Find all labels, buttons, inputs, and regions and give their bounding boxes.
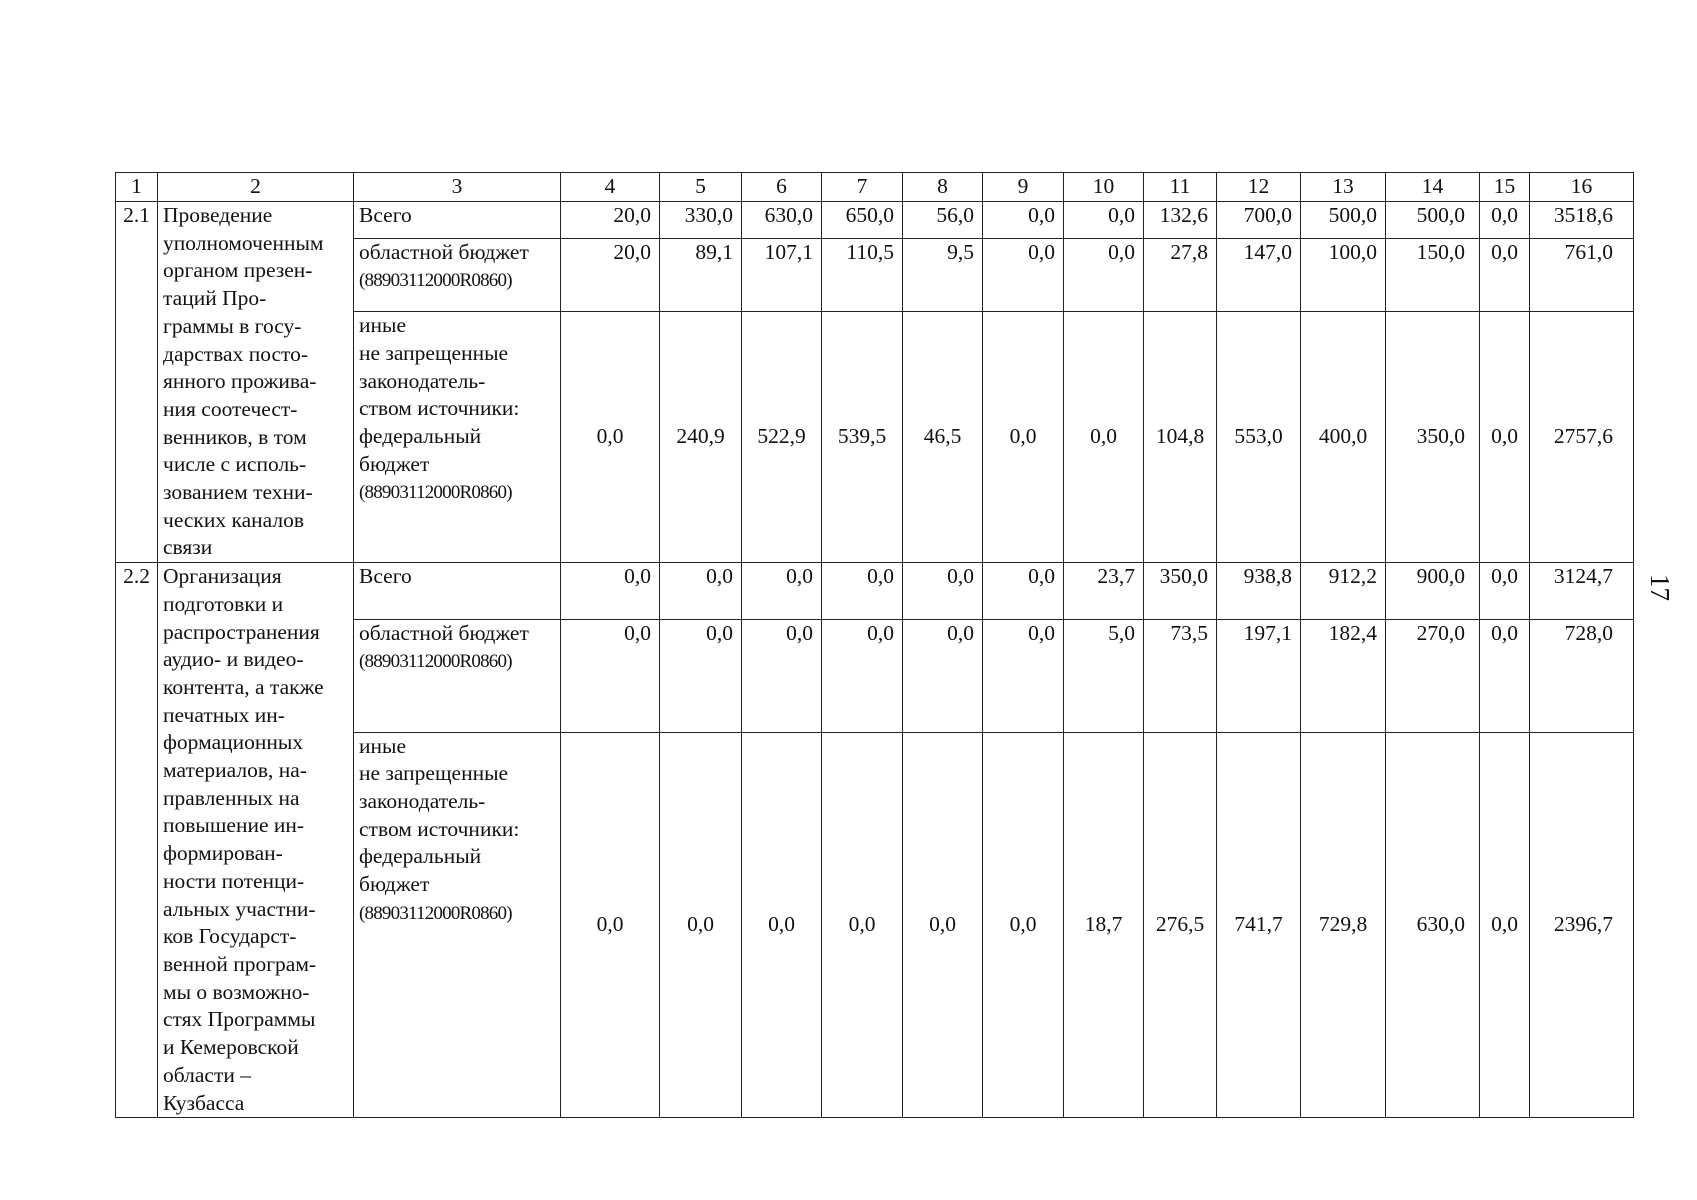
value-cell: 400,0	[1301, 312, 1386, 563]
value-cell: 0,0	[822, 563, 903, 619]
budget-code: (88903112000R0860)	[359, 270, 512, 292]
value-cell: 89,1	[660, 238, 742, 312]
value-cell: 729,8	[1301, 732, 1386, 1118]
header-cell: 4	[561, 173, 660, 202]
value-cell: 0,0	[983, 238, 1064, 312]
value-cell: 9,5	[903, 238, 983, 312]
value-cell: 0,0	[660, 732, 742, 1118]
header-cell: 5	[660, 173, 742, 202]
value-cell: 240,9	[660, 312, 742, 563]
value-cell: 3124,7	[1530, 563, 1634, 619]
value-cell: 900,0	[1386, 563, 1480, 619]
value-cell: 0,0	[1064, 312, 1144, 563]
value-cell: 0,0	[561, 732, 660, 1118]
header-cell: 9	[983, 173, 1064, 202]
value-cell: 2396,7	[1530, 732, 1634, 1118]
row-2-2-total	[116, 563, 1634, 619]
value-cell: 500,0	[1386, 202, 1480, 239]
value-cell: 197,1	[1217, 619, 1301, 732]
value-cell: 0,0	[822, 619, 903, 732]
budget-table	[115, 172, 1634, 1118]
value-cell: 0,0	[983, 619, 1064, 732]
value-cell: 0,0	[1480, 202, 1530, 239]
value-cell: 110,5	[822, 238, 903, 312]
value-cell: 0,0	[1480, 563, 1530, 619]
header-cell: 7	[822, 173, 903, 202]
value-cell: 0,0	[1480, 312, 1530, 563]
value-cell: 270,0	[1386, 619, 1480, 732]
header-cell: 2	[158, 173, 354, 202]
value-cell: 0,0	[1480, 619, 1530, 732]
value-cell: 350,0	[1144, 563, 1217, 619]
value-cell: 0,0	[903, 563, 983, 619]
value-cell: 0,0	[561, 312, 660, 563]
value-cell: 0,0	[742, 619, 822, 732]
value-cell: 630,0	[1386, 732, 1480, 1118]
source-label: областной бюджет	[359, 620, 529, 645]
value-cell: 350,0	[1386, 312, 1480, 563]
value-cell: 330,0	[660, 202, 742, 239]
item-name: Организация подготовки и распространения аудио- и видео- контента, а также печатных ин- формационных материалов, на- правленных на повышение ин- формирован- ности потенци- альных участни- ков Государст- венной програм- мы о возможно- стях Программы и Кемеровской области – Кузбасса	[158, 563, 354, 1118]
value-cell: 539,5	[822, 312, 903, 563]
value-cell: 0,0	[903, 619, 983, 732]
value-cell: 0,0	[822, 732, 903, 1118]
row-2-1-total	[116, 202, 1634, 239]
value-cell: 3518,6	[1530, 202, 1634, 239]
value-cell: 104,8	[1144, 312, 1217, 563]
value-cell: 912,2	[1301, 563, 1386, 619]
source-regional	[354, 238, 561, 312]
value-cell: 147,0	[1217, 238, 1301, 312]
value-cell: 741,7	[1217, 732, 1301, 1118]
value-cell: 938,8	[1217, 563, 1301, 619]
source-regional	[354, 619, 561, 732]
value-cell: 700,0	[1217, 202, 1301, 239]
header-cell: 14	[1386, 173, 1480, 202]
header-cell: 16	[1530, 173, 1634, 202]
value-cell: 0,0	[660, 563, 742, 619]
value-cell: 0,0	[1480, 238, 1530, 312]
budget-code: (88903112000R0860)	[359, 482, 512, 504]
header-cell: 3	[354, 173, 561, 202]
source-label: областной бюджет	[359, 239, 529, 264]
value-cell: 20,0	[561, 202, 660, 239]
value-cell: 650,0	[822, 202, 903, 239]
value-cell: 182,4	[1301, 619, 1386, 732]
value-cell: 522,9	[742, 312, 822, 563]
value-cell: 0,0	[1064, 238, 1144, 312]
value-cell: 23,7	[1064, 563, 1144, 619]
value-cell: 0,0	[983, 563, 1064, 619]
value-cell: 0,0	[742, 732, 822, 1118]
value-cell: 46,5	[903, 312, 983, 563]
value-cell: 0,0	[983, 732, 1064, 1118]
value-cell: 20,0	[561, 238, 660, 312]
value-cell: 630,0	[742, 202, 822, 239]
value-cell: 2757,6	[1530, 312, 1634, 563]
value-cell: 150,0	[1386, 238, 1480, 312]
source-label: иные не запрещенные законодатель- ством источники: федеральный бюджет	[359, 313, 520, 476]
header-cell: 10	[1064, 173, 1144, 202]
header-cell: 11	[1144, 173, 1217, 202]
value-cell: 100,0	[1301, 238, 1386, 312]
item-name: Проведение уполномоченным органом презен- таций Про- граммы в госу- дарствах посто- янного прожива- ния соотечест- венников, в том числе с исполь- зованием техни- ческих каналов связи	[158, 202, 354, 563]
header-cell: 12	[1217, 173, 1301, 202]
value-cell: 18,7	[1064, 732, 1144, 1118]
value-cell: 0,0	[983, 312, 1064, 563]
value-cell: 728,0	[1530, 619, 1634, 732]
header-cell: 15	[1480, 173, 1530, 202]
value-cell: 27,8	[1144, 238, 1217, 312]
value-cell: 0,0	[1064, 202, 1144, 239]
source-total: Всего	[354, 563, 561, 619]
header-cell: 1	[116, 173, 158, 202]
source-other	[354, 312, 561, 563]
value-cell: 0,0	[903, 732, 983, 1118]
source-other	[354, 732, 561, 1118]
budget-code: (88903112000R0860)	[359, 651, 512, 673]
value-cell: 0,0	[742, 563, 822, 619]
value-cell: 761,0	[1530, 238, 1634, 312]
value-cell: 73,5	[1144, 619, 1217, 732]
source-total: Всего	[354, 202, 561, 239]
item-number: 2.1	[116, 202, 158, 563]
item-number: 2.2	[116, 563, 158, 1118]
value-cell: 56,0	[903, 202, 983, 239]
value-cell: 5,0	[1064, 619, 1144, 732]
value-cell: 0,0	[561, 619, 660, 732]
value-cell: 0,0	[660, 619, 742, 732]
source-label: иные не запрещенные законодатель- ством источники: федеральный бюджет	[359, 733, 520, 897]
header-row	[116, 173, 1634, 202]
value-cell: 107,1	[742, 238, 822, 312]
value-cell: 0,0	[983, 202, 1064, 239]
value-cell: 500,0	[1301, 202, 1386, 239]
header-cell: 13	[1301, 173, 1386, 202]
value-cell: 276,5	[1144, 732, 1217, 1118]
value-cell: 132,6	[1144, 202, 1217, 239]
header-cell: 8	[903, 173, 983, 202]
value-cell: 0,0	[561, 563, 660, 619]
header-cell: 6	[742, 173, 822, 202]
page-number: 17	[1645, 574, 1675, 601]
value-cell: 0,0	[1480, 732, 1530, 1118]
budget-code: (88903112000R0860)	[359, 902, 512, 924]
value-cell: 553,0	[1217, 312, 1301, 563]
